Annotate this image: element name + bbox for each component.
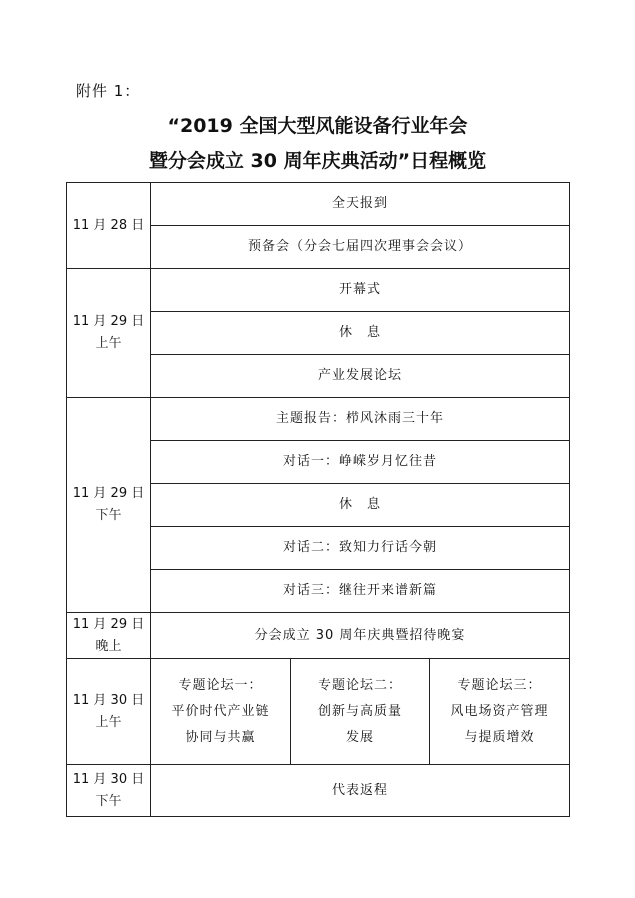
event-cell: 休 息: [151, 484, 570, 527]
table-row: [67, 659, 570, 765]
date-cell: [67, 183, 151, 269]
forum-topic-line: 平价时代产业链: [171, 703, 270, 719]
schedule-table: [66, 182, 570, 817]
event-cell: 休 息: [151, 312, 570, 355]
period-label: 上午: [95, 714, 122, 730]
date-label: 11 月 29 日: [72, 314, 145, 329]
document-title-line-1: “2019 全国大型风能设备行业年会: [167, 115, 468, 137]
period-label: 下午: [95, 793, 122, 809]
table-row: [67, 613, 570, 659]
date-label: 11 月 30 日: [72, 692, 145, 708]
event-cell: 全天报到: [151, 183, 570, 226]
period-label: 下午: [95, 508, 122, 523]
event-cell: 对话二：致知力行话今朝: [151, 527, 570, 570]
event-cell: 分会成立 30 周年庆典暨招待晚宴: [151, 613, 570, 659]
date-cell: [67, 659, 151, 765]
forum-cell: [151, 659, 291, 765]
date-label: 11 月 29 日: [72, 486, 145, 501]
forum-title: 专题论坛一：: [178, 677, 263, 693]
table-row: [67, 269, 570, 312]
forum-cell: [430, 659, 570, 765]
forum-cell: [291, 659, 430, 765]
date-label: 11 月 28 日: [72, 217, 145, 233]
event-cell: 主题报告：栉风沐雨三十年: [151, 398, 570, 441]
document-title-line-2: 暨分会成立 30 周年庆典活动”日程概览: [148, 150, 487, 172]
event-cell: 产业发展论坛: [151, 355, 570, 398]
period-label: 晚上: [95, 638, 122, 654]
forum-topic-line: 与提质增效: [464, 729, 535, 745]
event-cell: 预备会（分会七届四次理事会会议）: [151, 226, 570, 269]
table-row: [67, 398, 570, 441]
forum-topic-line: 风电场资产管理: [450, 703, 549, 719]
date-cell: [67, 269, 151, 398]
event-cell: 对话三：继往开来谱新篇: [151, 570, 570, 613]
period-label: 上午: [95, 336, 122, 351]
event-cell: 开幕式: [151, 269, 570, 312]
date-label: 11 月 29 日: [72, 616, 145, 632]
forum-topic-line: 发展: [345, 729, 374, 745]
table-row: [67, 765, 570, 817]
table-row: [67, 183, 570, 226]
forum-title: 专题论坛二：: [317, 677, 402, 693]
date-cell: [67, 765, 151, 817]
forum-topic-line: 协同与共赢: [185, 729, 256, 745]
event-cell: 对话一：峥嵘岁月忆往昔: [151, 441, 570, 484]
forum-topic-line: 创新与高质量: [317, 703, 402, 719]
forum-title: 专题论坛三：: [457, 677, 542, 693]
event-cell: 代表返程: [151, 765, 570, 817]
date-cell: [67, 398, 151, 613]
attachment-label: 附件 1：: [76, 82, 141, 100]
date-cell: [67, 613, 151, 659]
date-label: 11 月 30 日: [72, 771, 145, 787]
